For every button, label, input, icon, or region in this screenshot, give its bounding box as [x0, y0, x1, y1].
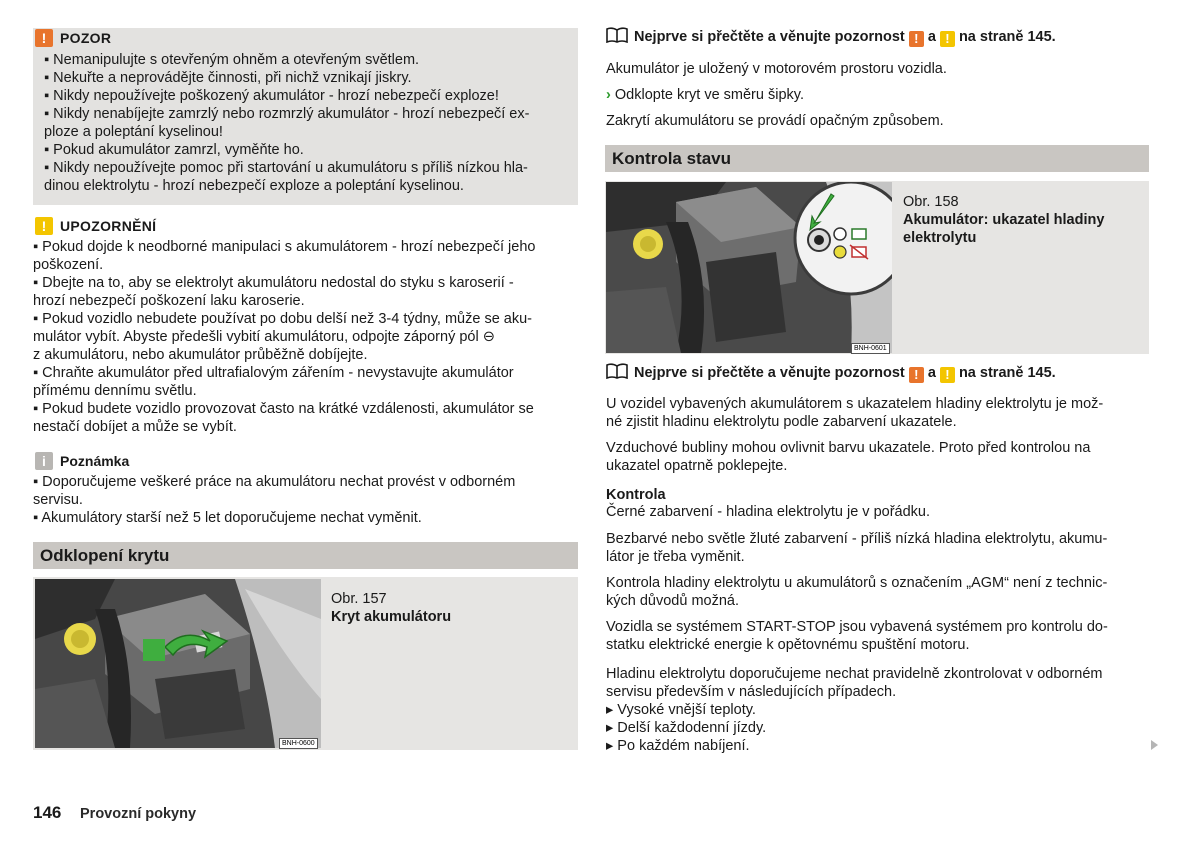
warning-icon: !: [35, 29, 53, 47]
paragraph-line: né zjistit hladinu elektrolytu podle zabarvení ukazatele.: [606, 414, 957, 430]
kontrola-heading: Kontrola: [606, 487, 666, 503]
pozor-line: ▪ Nekuřte a neprovádějte činnosti, při nichž vznikají jiskry.: [44, 70, 412, 86]
poznamka-box: [33, 450, 578, 530]
next-page-icon: [1151, 740, 1158, 750]
upozorneni-line: poškození.: [33, 257, 104, 273]
read-first-reference: [606, 27, 1056, 47]
reference-and: a: [927, 365, 936, 381]
paragraph-line: ukazatel opatrně poklepejte.: [606, 458, 788, 474]
warning-icon: !: [940, 31, 955, 47]
page-number: 146: [33, 803, 62, 822]
reference-page: na straně 145.: [958, 29, 1056, 45]
upozorneni-box: [33, 215, 578, 440]
upozorneni-line: ▪ Dbejte na to, aby se elektrolyt akumulátoru nedostal do styku s karoserií -: [33, 275, 514, 291]
upozorneni-line: z akumulátoru, nebo akumulátor průběžně dobíjejte.: [33, 347, 368, 363]
step-arrow-icon: ›: [606, 87, 611, 103]
book-icon: [606, 363, 628, 379]
upozorneni-line: ▪ Pokud dojde k neodborné manipulaci s akumulátorem - hrozí nebezpečí jeho: [33, 239, 536, 255]
step-text: Odklopte kryt ve směru šipky.: [614, 87, 804, 103]
paragraph-line: látor je třeba vyměnit.: [606, 549, 745, 565]
figure-caption: elektrolytu: [903, 230, 977, 246]
pozor-line: ▪ Pokud akumulátor zamrzl, vyměňte ho.: [44, 142, 304, 158]
kontrola-line: Černé zabarvení - hladina elektrolytu je v pořádku.: [606, 504, 931, 520]
figure-number: Obr. 158: [903, 194, 959, 210]
book-icon: [606, 27, 628, 43]
pozor-line: ▪ Nikdy nenabíjejte zamrzlý nebo rozmrzlý akumulátor - hrozí nebezpečí ex-: [44, 106, 530, 122]
upozorneni-line: nestačí dobíjet a může se vybít.: [33, 419, 237, 435]
electrolyte-indicator-photo: [606, 182, 892, 353]
info-icon: i: [35, 452, 53, 470]
figure-caption: Akumulátor: ukazatel hladiny: [903, 212, 1105, 228]
warning-icon: !: [909, 367, 924, 383]
paragraph-line: Vozidla se systémem START-STOP jsou vybavená systémem pro kontrolu do-: [606, 619, 1108, 635]
upozorneni-line: ▪ Chraňte akumulátor před ultrafialovým zářením - nevystavujte akumulátor: [33, 365, 514, 381]
figure-157: [33, 577, 578, 750]
upozorneni-line: hrozí nebezpečí poškození laku karoserie.: [33, 293, 305, 309]
poznamka-line: servisu.: [33, 492, 83, 508]
bullet-item: ▸ Delší každodenní jízdy.: [606, 720, 767, 736]
pozor-line: ploze a poleptání kyselinou!: [44, 124, 223, 140]
pozor-line: ▪ Nemanipulujte s otevřeným ohněm a otevřeným světlem.: [44, 52, 420, 68]
page-section: Provozní pokyny: [80, 806, 197, 822]
closing-text: Zakrytí akumulátoru se provádí opačným způsobem.: [606, 113, 944, 129]
read-first-reference: [606, 363, 1056, 383]
paragraph-line: U vozidel vybavených akumulátorem s ukazatelem hladiny elektrolytu je mož-: [606, 396, 1104, 412]
warning-icon: !: [940, 367, 955, 383]
step-item: [606, 86, 804, 104]
reference-and: a: [927, 29, 936, 45]
reference-text: Nejprve si přečtěte a věnujte pozornost: [634, 29, 905, 45]
paragraph-line: Vzduchové bubliny mohou ovlivnit barvu ukazatele. Proto před kontrolou na: [606, 440, 1091, 456]
upozorneni-line: mulátor vybít. Abyste předešli vybití akumulátoru, odpojte záporný pól ⊖: [33, 329, 495, 345]
figure-158: [605, 181, 1149, 354]
poznamka-title: Poznámka: [60, 453, 130, 469]
figure-number: Obr. 157: [331, 591, 387, 607]
battery-cover-photo: [35, 579, 321, 748]
poznamka-line: ▪ Doporučujeme veškeré práce na akumulátoru nechat provést v odborném: [33, 474, 516, 490]
paragraph-line: servisu především v následujících případech.: [606, 684, 897, 700]
bullet-item: ▸ Vysoké vnější teploty.: [606, 702, 756, 718]
upozorneni-line: ▪ Pokud budete vozidlo provozovat často na krátké vzdálenosti, akumulátor se: [33, 401, 534, 417]
warning-icon: !: [909, 31, 924, 47]
paragraph-line: Kontrola hladiny elektrolytu u akumulátorů s označením „AGM“ není z technic-: [606, 575, 1108, 591]
figure-code: BNH-0600: [279, 738, 318, 749]
section-title-kontrola: Kontrola stavu: [605, 145, 1149, 172]
pozor-warning-box: [33, 28, 578, 205]
figure-code: BNH-0601: [851, 343, 890, 354]
reference-page: na straně 145.: [958, 365, 1056, 381]
upozorneni-line: ▪ Pokud vozidlo nebudete používat po dobu delší než 3-4 týdny, může se aku-: [33, 311, 532, 327]
reference-text: Nejprve si přečtěte a věnujte pozornost: [634, 365, 905, 381]
paragraph-line: statku elektrické energie k opětovnému spuštění motoru.: [606, 637, 970, 653]
pozor-title: POZOR: [60, 30, 112, 46]
poznamka-line: ▪ Akumulátory starší než 5 let doporučujeme nechat vyměnit.: [33, 510, 422, 526]
pozor-line: ▪ Nikdy nepoužívejte poškozený akumulátor - hrozí nebezpečí exploze!: [44, 88, 499, 104]
paragraph-line: kých důvodů možná.: [606, 593, 739, 609]
bullet-item: ▸ Po každém nabíjení.: [606, 738, 750, 754]
warning-icon: !: [35, 217, 53, 235]
upozorneni-title: UPOZORNĚNÍ: [60, 218, 157, 234]
pozor-line: dinou elektrolytu - hrozí nebezpečí exploze a poleptání kyselinou.: [44, 178, 464, 194]
paragraph-line: Bezbarvé nebo světle žluté zabarvení - příliš nízká hladina elektrolytu, akumu-: [606, 531, 1108, 547]
paragraph-line: Hladinu elektrolytu doporučujeme nechat pravidelně zkontrolovat v odborném: [606, 666, 1103, 682]
section-title-odklopeni: Odklopení krytu: [33, 542, 578, 569]
figure-caption: Kryt akumulátoru: [331, 609, 452, 625]
upozorneni-line: přímému dennímu světlu.: [33, 383, 197, 399]
pozor-line: ▪ Nikdy nepoužívejte pomoc při startování u akumulátoru s příliš nízkou hla-: [44, 160, 528, 176]
intro-text: Akumulátor je uložený v motorovém prostoru vozidla.: [606, 61, 947, 77]
